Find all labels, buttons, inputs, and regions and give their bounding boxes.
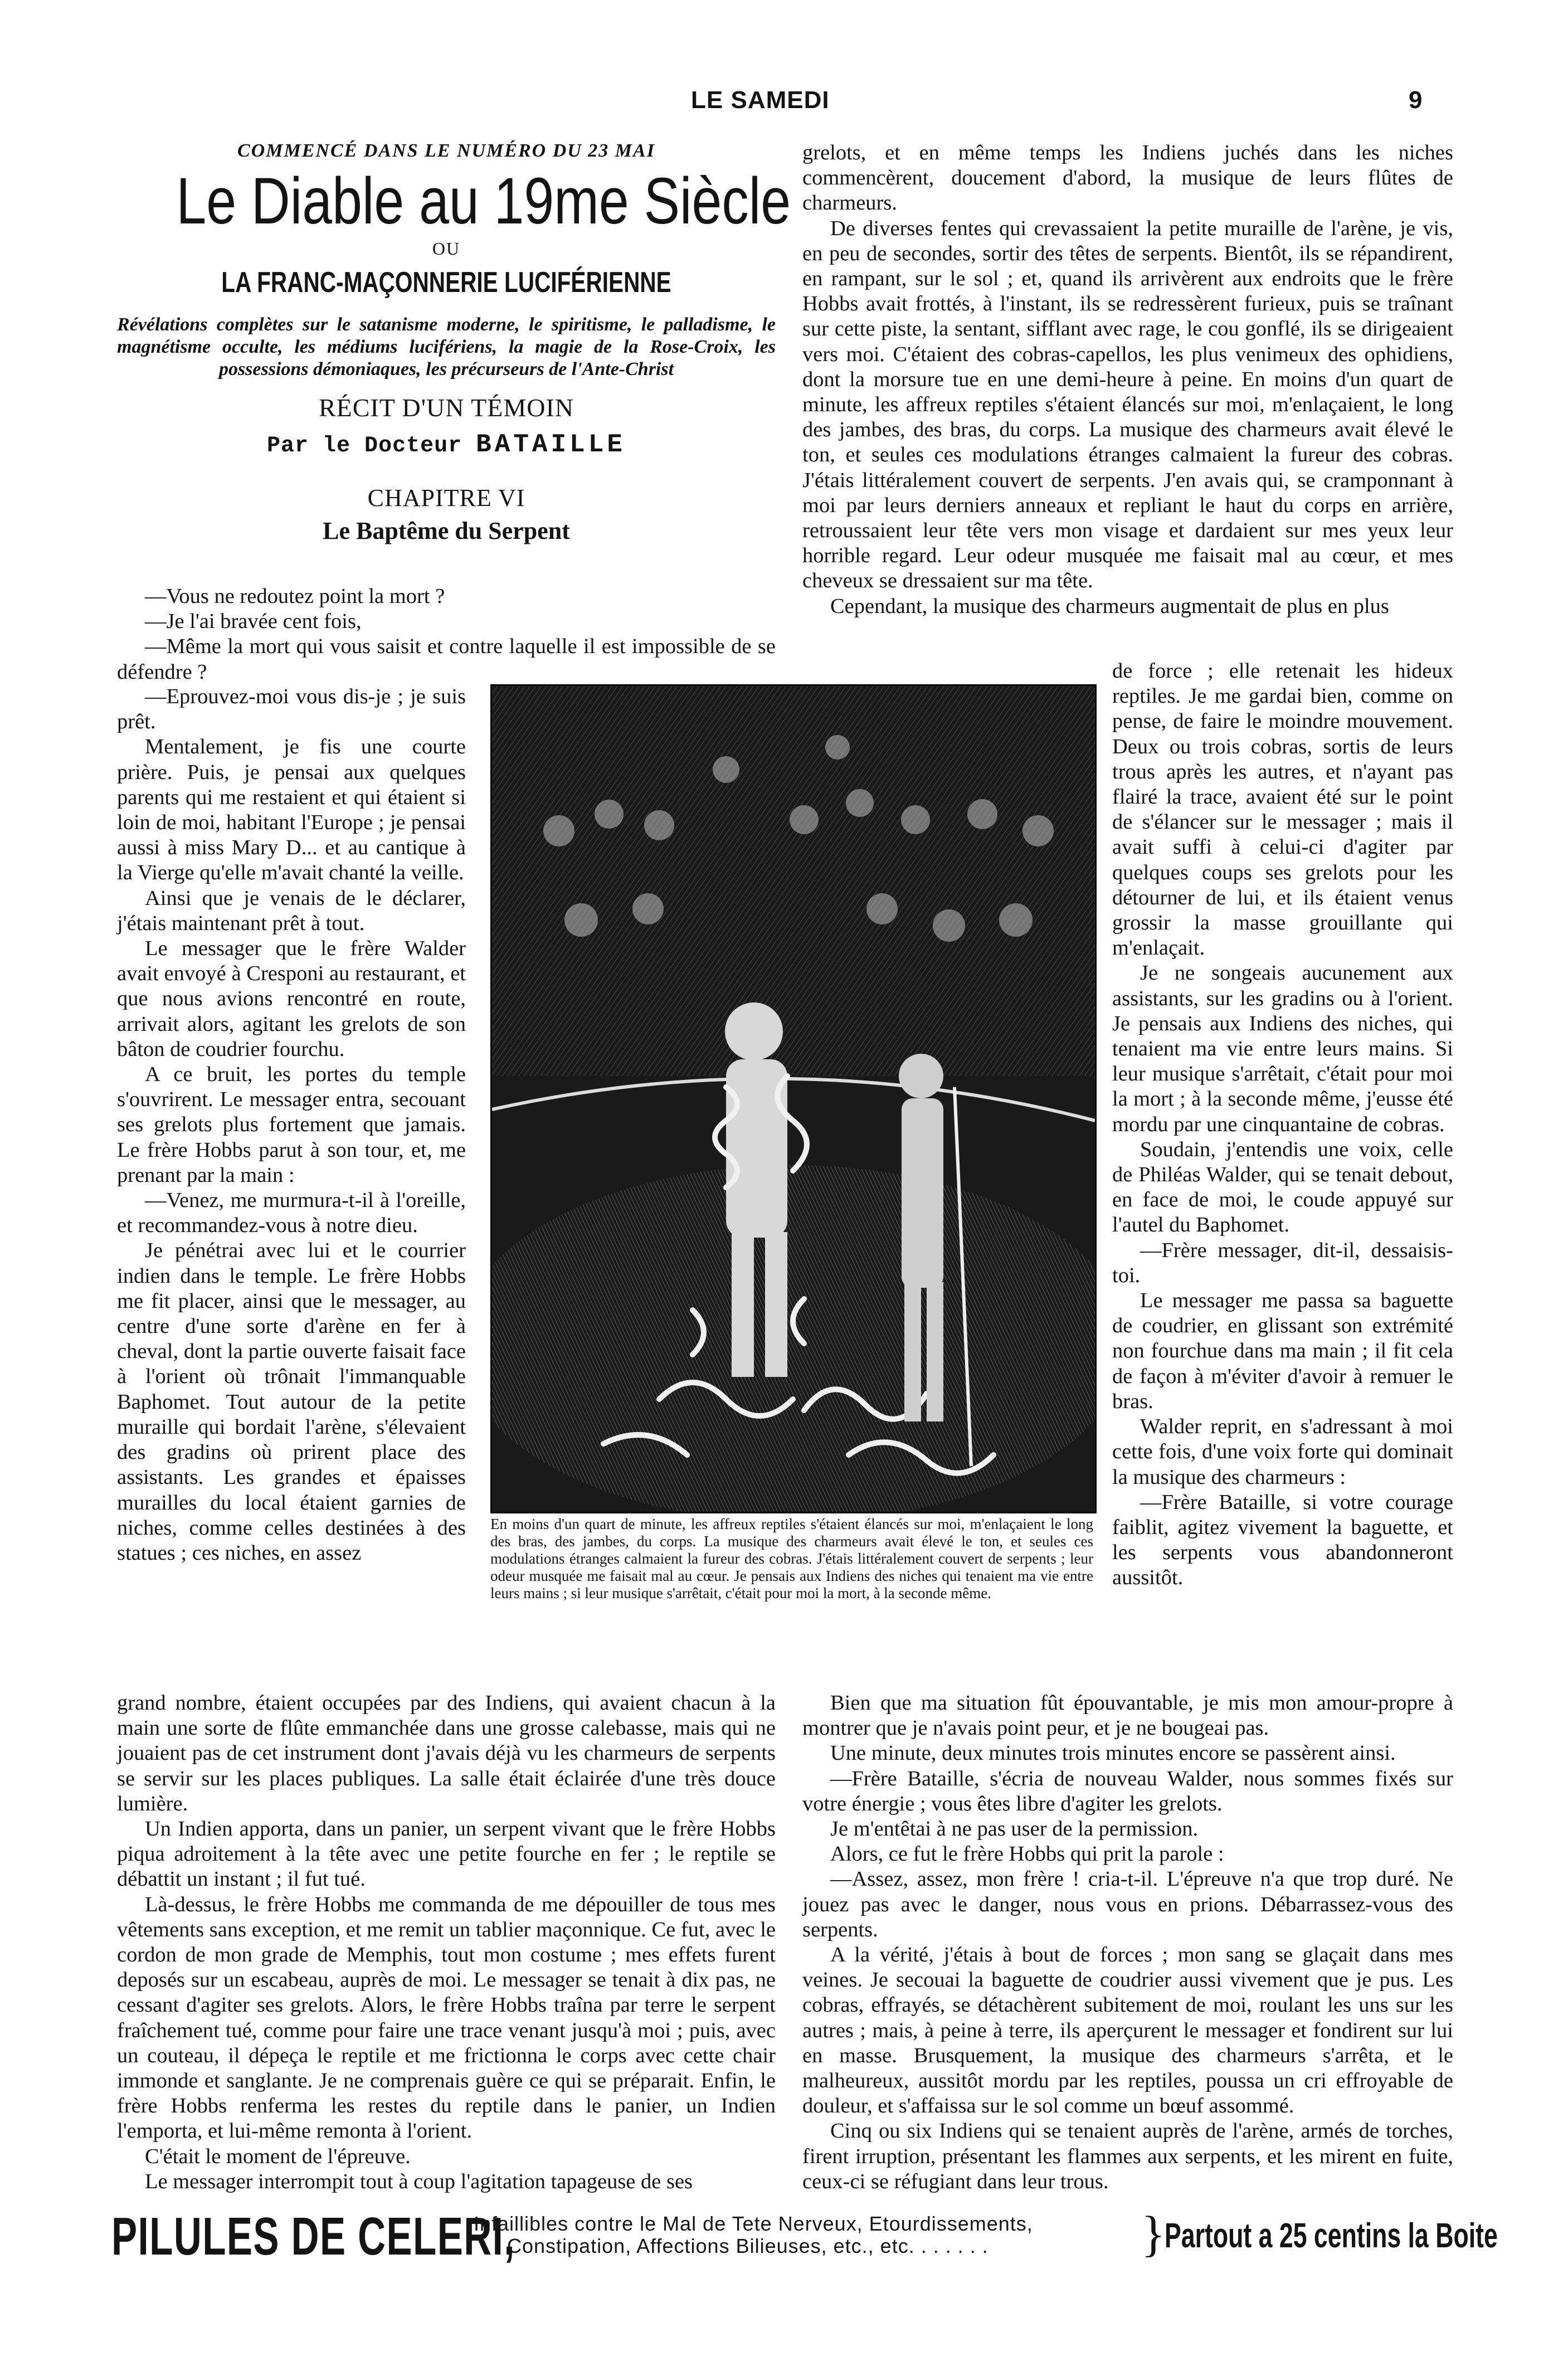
paragraph: Alors, ce fut le frère Hobbs qui prit la parole : [830,1842,1224,1866]
paragraph: —Frère Bataille, si votre courage faiblit, agitez vivement la baguette, et les serpents vous abandonneront aussitôt. [1112,1490,1453,1590]
left-column-opening [117,584,776,685]
advert-line-2: Constipation, Affections Bilieuses, etc., etc. . . . . . . [507,2234,988,2257]
byline-prefix: Par le Docteur [267,434,462,459]
advert-line-1: Infaillibles contre le Mal de Tete Nerveux, Etourdissements, [474,2212,1033,2235]
advert-claims [474,2213,1033,2257]
byline [117,430,776,459]
paragraph: De diverses fentes qui crevassaient la petite muraille de l'arène, je vis, en peu de secondes, sortir des têtes de serpents. Bientôt, ils se répandirent, en rampant, sur le sol ; et, quand ils arrivèrent aux endroits que le frère Hobbs avait frottés, à l'instant, ils se redressèrent furieux, puis se traînant sur cette piste, la sentant, sifflant avec rage, le cou gonflé, ils se dirigeaient vers moi. C'étaient des cobras-capellos, les plus venimeux des ophidiens, dont la morsure tue en une demi-heure à peine. En moins d'un quart de minute, les affreux reptiles s'étaient élancés sur moi, m'enlaçaient, le long des jambes, des bras, du corps. La musique des charmeurs avait élevé le ton, et seules ces modulations étranges calmaient la fureur des cobras. J'étais littéralement couvert de serpents. J'en avais qui, se cramponnant à moi par leurs derniers anneaux et repliant le haut du corps en arrière, retroussaient leur tête vers mon visage et dardaient sur mes yeux leur horrible regard. Leur odeur musquée me faisait mal au cœur, et mes cheveux se dressaient sur ma tête. [802,216,1453,593]
paragraph: Je pénétrai avec lui et le courrier indien dans le temple. Le frère Hobbs me fit placer, ainsi que le messager, au centre d'une sorte d'arène en fer à cheval, dont la partie ouverte faisait face à l'orient où trônait l'immanquable Baphomet. Tout autour de la petite muraille qui bordait l'arène, s'élevaient des gradins où prirent place des assistants. Les grandes et épaisses murailles du local étaient garnies de niches, comme celles destinées à des statues ; ces niches, en assez [117,1239,466,1565]
engraving-snake-baptism-illustration [490,684,1097,1513]
paragraph: Là-dessus, le frère Hobbs me commanda de me dépouiller de tous mes vêtements sans exception, et me remit un tablier maçonnique. Ce fut, avec le cordon de mon grade de Memphis, tout mon costume ; mes effets furent deposés sur un escabeau, auprès de moi. Le messager se tenait à dix pas, ne cessant d'agiter ses grelots. Alors, le frère Hobbs traîna par terre le serpent fraîchement tué, comme pour faire une trace venant jusqu'à moi ; puis, avec un couteau, il dépeça le reptile et me frictionna le corps avec cette chair immonde et sanglante. Je ne comprenais guère ce qui se préparait. Enfin, le frère Hobbs renferma les restes du reptile dans le panier, un Indien l'emporta, et lui-même remonta à l'orient. [117,1892,776,2143]
feature-subtitle: LA FRANC-MAÇONNERIE LUCIFÉRIENNE [221,266,671,299]
brace-glyph: } [1141,2207,1166,2262]
paragraph: grand nombre, étaient occupées par des Indiens, qui avaient chacun à la main une sorte de flûte emmanchée dans une grosse calebasse, mais qui ne jouaient pas de cet instrument dont j'avais déjà vu les charmeurs de serpents se servir sur les places publiques. La salle était éclairée d'une très douce lumière. [117,1691,776,1815]
paragraph: —Je l'ai bravée cent fois, [145,610,362,634]
newspaper-title: LE SAMEDI [691,86,830,114]
paragraph: Cinq ou six Indiens qui se tenaient auprès de l'arène, armés de torches, firent irruption, présentant les flammes aux serpents, et les mirent en fuite, ceux-ci se réfugiant dans leur trous. [802,2119,1453,2193]
paragraph: Walder reprit, en s'adressant à moi cette fois, d'une voix forte qui dominait la musique des charmeurs : [1112,1415,1453,1489]
paragraph: Cependant, la musique des charmeurs augmentait de plus en plus [830,594,1389,618]
paragraph: —Même la mort qui vous saisit et contre laquelle il est impossible de se défendre ? [117,635,776,684]
chapter-title: Le Baptême du Serpent [323,517,570,544]
paragraph: Soudain, j'entendis une voix, celle de Philéas Walder, qui se tenait debout, en face de moi, le coude appuyé sur l'autel du Baphomet. [1112,1137,1453,1237]
paragraph: —Assez, assez, mon frère ! cria-t-il. L'épreuve n'a que trop duré. Ne jouez pas avec le danger, nous vous en prions. Débarrassez-vous des serpents. [802,1867,1453,1941]
title-conjunction: OU [432,238,461,259]
feature-title: Le Diable au 19me Siècle [176,164,791,238]
paragraph: de force ; elle retenait les hideux reptiles. Je me gardai bien, comme on pense, de faire le moindre mouvement. Deux ou trois cobras, sortis de leurs trous après les autres, et n'ayant pas flairé la trace, avaient été sur le point de s'élancer sur le messager ; mais il avait suffi à celui-ci d'agiter par quelques coups ses grelots pour les détourner de lui, et ils étaient venus grossir la masse grouillante qui m'enlaçait. [1112,659,1453,960]
paragraph: —Vous ne redoutez point la mort ? [145,585,445,608]
paragraph: A ce bruit, les portes du temple s'ouvrirent. Le messager entra, secouant ses grelots plus fortement que jamais. Le frère Hobbs parut à son tour, et, me prenant par la main : [117,1063,466,1187]
right-column-bottom [802,1691,1453,2194]
right-column-top [802,140,1453,619]
serial-kicker: COMMENCÉ DANS LE NUMÉRO DU 23 MAI [237,140,655,161]
paragraph: —Frère messager, dit-il, dessaisis-toi. [1112,1238,1453,1287]
paragraph: Une minute, deux minutes trois minutes encore se passèrent ainsi. [830,1741,1396,1765]
advert-brand: PILULES DE CELERI, [111,2207,515,2266]
feature-title-block [117,140,791,545]
advert-price: Partout a 25 centins la Boite [1165,2217,1498,2255]
page-number: 9 [1409,86,1423,114]
paragraph: Ainsi que je venais de le déclarer, j'étais maintenant prêt à tout. [117,886,466,935]
paragraph: —Venez, me murmura-t-il à l'oreille, et recommandez-vous à notre dieu. [117,1189,466,1238]
advertisement-banner [0,2204,1568,2271]
witness-label: RÉCIT D'UN TÉMOIN [318,393,574,422]
author-name: BATAILLE [476,430,626,459]
right-column-narrow [1112,659,1453,1591]
paragraph: A la vérité, j'étais à bout de forces ; mon sang se glaçait dans mes veines. Je secouai la baguette de coudrier aussi vivement que je pus. Les cobras, effrayés, se détachèrent subitement de moi, roulant les uns sur les autres ; mais, à peine à terre, ils aperçurent le messager et fondirent sur lui en masse. Brusquement, la musique des charmeurs s'arrêta, et le malheureux, aussitôt mordu par les reptiles, poussa un cri effroyable de douleur, et s'affaissa sur le sol comme un bœuf assommé. [802,1943,1453,2118]
paragraph: Bien que ma situation fût épouvantable, je mis mon amour-propre à montrer que je n'avais point peur, et je ne bougeai pas. [802,1691,1453,1740]
paragraph: Le messager me passa sa baguette de coudrier, en glissant son extrémité non fourchue dans ma main ; il fit cela de façon à m'éviter d'avoir à remuer le bras. [1112,1289,1453,1413]
paragraph: Je m'entêtai à ne pas user de la permission. [830,1817,1199,1841]
paragraph: Je ne songeais aucunement aux assistants, sur les gradins ou à l'orient. Je pensais aux Indiens des niches, qui tenaient ma vie entre leurs mains. Si leur musique s'arrêtait, c'était pour moi la mort ; à la seconde même, j'eusse été mordu par une cinquantaine de cobras. [1112,961,1453,1136]
paragraph: grelots, et en même temps les Indiens juchés dans les niches commencèrent, doucement d'abord, la musique de leurs flûtes de charmeurs. [802,141,1453,215]
paragraph: Le messager interrompit tout à coup l'agitation tapageuse de ses [145,2169,693,2193]
paragraph: C'était le moment de l'épreuve. [145,2144,411,2168]
paragraph: —Frère Bataille, s'écria de nouveau Walder, nous sommes fixés sur votre énergie ; vous êtes libre d'agiter les grelots. [802,1766,1453,1815]
illustration-caption: En moins d'un quart de minute, les affreux reptiles s'étaient élancés sur moi, m'enlaçaient le long des bras, des jambes, du corps. La musique des charmeurs avait élevé le ton, et seules ces modulations étranges calmaient la fureur des cobras. J'étais littéralement couvert de serpents ; leur odeur musquée me faisait mal au cœur. Je pensais aux Indiens des niches qui tenaient ma vie entre leurs mains ; si leur musique s'arrêtait, c'était pour moi la mort, à la seconde même. [490,1516,1093,1601]
paragraph: Mentalement, je fis une courte prière. Puis, je pensai aux quelques parents qui me restaient et qui étaient si loin de moi, habitant l'Europe ; je pensai aussi à miss Mary D... et au cantique à la Vierge qu'elle m'avait chanté la veille. [117,735,466,885]
feature-description: Révélations complètes sur le satanisme moderne, le spiritisme, le palladisme, le magnétisme occulte, les médiums lucifériens, la magie de la Rose-Croix, les possessions démoniaques, les précurseurs de l'Ante-Christ [117,314,776,379]
paragraph: —Eprouvez-moi vous dis-je ; je suis prêt. [117,685,466,734]
running-header [0,86,1568,120]
illustration-art [492,686,1095,1512]
paragraph: Un Indien apporta, dans un panier, un serpent vivant que le frère Hobbs piqua adroitement à la tête avec une petite fourche en fer ; le reptile se débattit un instant ; il fut tué. [117,1817,776,1891]
left-column-bottom [117,1691,776,2194]
chapter-number: CHAPITRE VI [367,484,525,512]
left-column-narrow [117,684,466,1566]
paragraph: Le messager que le frère Walder avait envoyé à Cresponi au restaurant, et que nous avions rencontré en route, arrivait alors, agitant les grelots de son bâton de coudrier fourchu. [117,937,466,1061]
